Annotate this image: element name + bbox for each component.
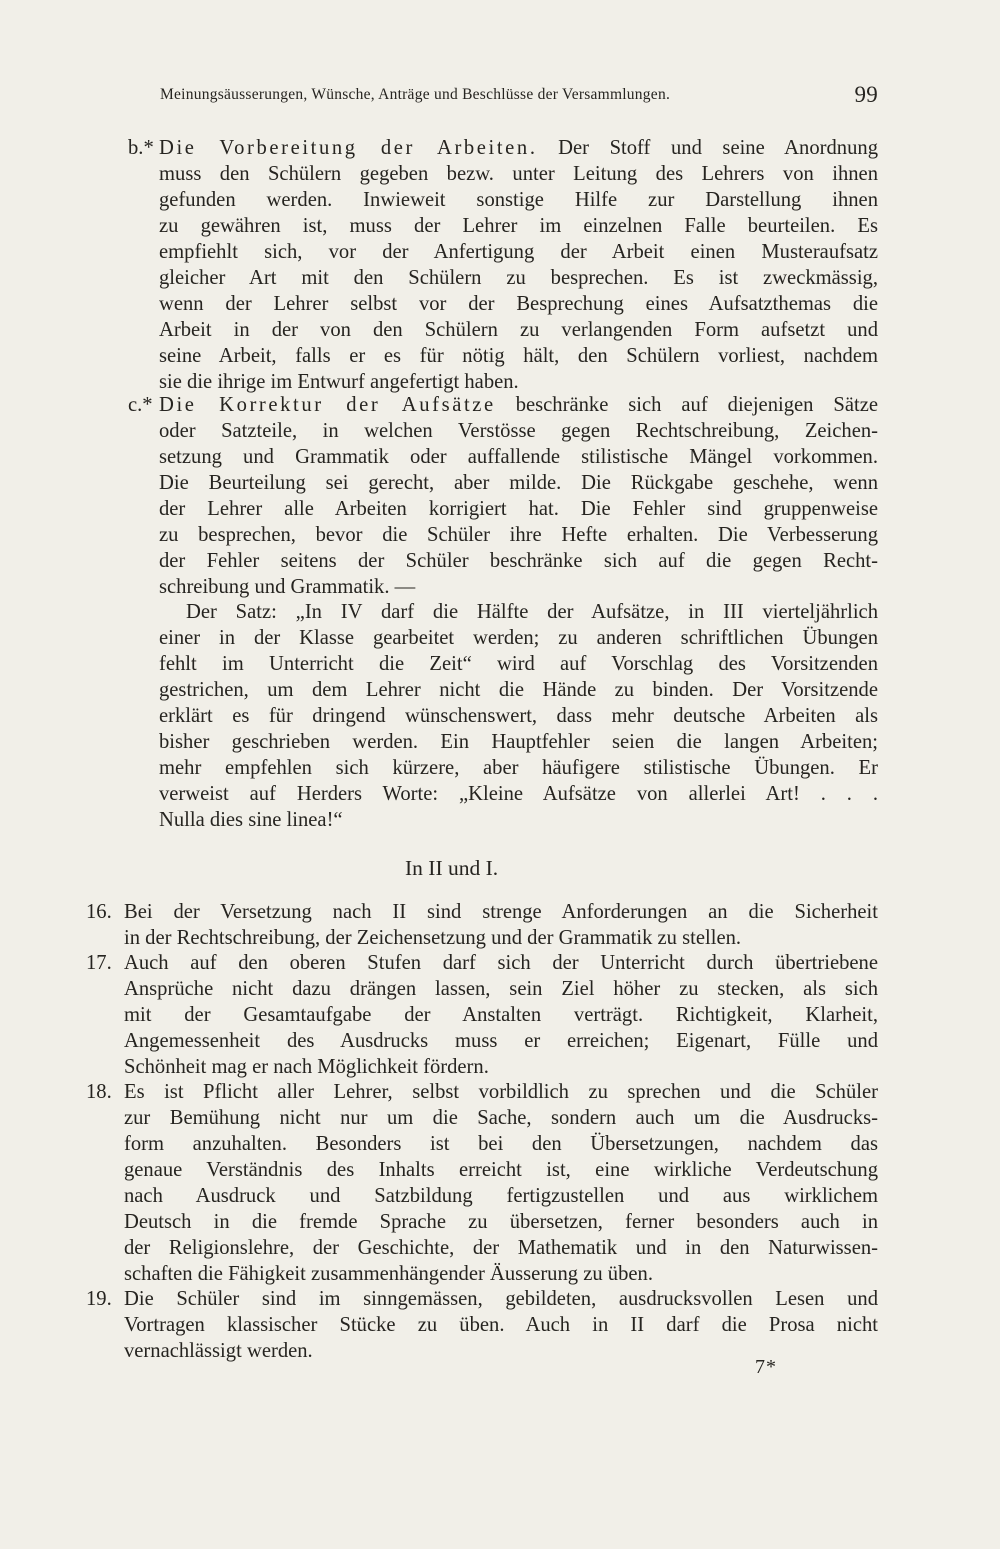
text-line: seine Arbeit, falls er es für nötig hält, den Schülern vorliest, nachdem xyxy=(159,345,878,367)
text-line: Arbeit in der von den Schülern zu verlangenden Form aufsetzt und xyxy=(159,319,878,341)
text-line: Bei der Versetzung nach II sind strenge Anforderungen an die Sicherheit xyxy=(124,901,878,923)
spaced-title: Die Vorbereitung der Arbeiten. xyxy=(159,137,538,159)
running-header xyxy=(160,82,880,116)
text-line: zu besprechen, bevor die Schüler ihre Hefte erhalten. Die Verbesserung xyxy=(159,524,878,546)
text-line: Die Schüler sind im sinngemässen, gebildeten, ausdrucksvollen Lesen und xyxy=(124,1288,878,1310)
text-line: Auch auf den oberen Stufen darf sich der Unterricht durch übertriebene xyxy=(124,952,878,974)
text-line: Die Beurteilung sei gerecht, aber milde. Die Rückgabe geschehe, wenn xyxy=(159,472,878,494)
item-label: c.* xyxy=(128,394,153,416)
text-line: empfiehlt sich, vor der Anfertigung der Arbeit einen Musteraufsatz xyxy=(159,241,878,263)
signature-mark: 7* xyxy=(755,1356,777,1378)
text-line: form anzuhalten. Besonders ist bei den Übersetzungen, nachdem das xyxy=(124,1133,878,1155)
text-line: einer in der Klasse gearbeitet werden; zu anderen schriftlichen Übungen xyxy=(159,627,878,649)
text-line: wenn der Lehrer selbst vor der Besprechung eines Aufsatzthemas die xyxy=(159,293,878,315)
item-label: b.* xyxy=(128,137,154,159)
text-line: in der Rechtschreibung, der Zeichensetzung und der Grammatik zu stellen. xyxy=(124,927,742,949)
text-line: Vortragen klassischer Stücke zu üben. Auch in II darf die Prosa nicht xyxy=(124,1314,878,1336)
item-number: 19. xyxy=(86,1288,112,1310)
text-line: zu gewähren ist, muss der Lehrer im einzelnen Falle beurteilen. Es xyxy=(159,215,878,237)
text-line: gestrichen, um dem Lehrer nicht die Hände zu binden. Der Vorsitzende xyxy=(159,679,878,701)
text-line: der Religionslehre, der Geschichte, der Mathematik und in den Naturwissen- xyxy=(124,1237,878,1259)
section-heading: In II und I. xyxy=(405,856,499,880)
text-line: gleicher Art mit den Schülern zu besprechen. Es ist zweckmässig, xyxy=(159,267,878,289)
text-line: schaften die Fähigkeit zusammenhängender Äusserung zu üben. xyxy=(124,1263,653,1285)
text-line: vernachlässigt werden. xyxy=(124,1340,313,1362)
text-line: Nulla dies sine linea!“ xyxy=(159,809,343,831)
spaced-title: Die Korrektur der Aufsätze xyxy=(159,394,496,416)
item-number: 16. xyxy=(86,901,112,923)
text-line: Deutsch in die fremde Sprache zu übersetzen, ferner besonders auch in xyxy=(124,1211,878,1233)
text-line: mit der Gesamtaufgabe der Anstalten verträgt. Richtigkeit, Klarheit, xyxy=(124,1004,878,1026)
running-title: Meinungsäusserungen, Wünsche, Anträge und Beschlüsse der Versammlungen. xyxy=(160,86,671,103)
text-line: sie die ihrige im Entwurf angefertigt haben. xyxy=(159,371,519,393)
text-line xyxy=(159,392,878,418)
text-line: mehr empfehlen sich kürzere, aber häufigere stilistische Übungen. Er xyxy=(159,757,878,779)
text-line: genaue Verständnis des Inhalts erreicht ist, eine wirkliche Verdeutschung xyxy=(124,1159,878,1181)
text-line: schreibung und Grammatik. — xyxy=(159,576,416,598)
item-number: 18. xyxy=(86,1081,112,1103)
text-line: Es ist Pflicht aller Lehrer, selbst vorbildlich zu sprechen und die Schüler xyxy=(124,1081,878,1103)
text-line: nach Ausdruck und Satzbildung fertigzustellen und aus wirklichem xyxy=(124,1185,878,1207)
text-line: Angemessenheit des Ausdrucks muss er erreichen; Eigenart, Fülle und xyxy=(124,1030,878,1052)
text-line xyxy=(159,135,878,161)
text-line: gefunden werden. Inwieweit sonstige Hilfe zur Darstellung ihnen xyxy=(159,189,878,211)
text-line: muss den Schülern gegeben bezw. unter Leitung des Lehrers von ihnen xyxy=(159,163,878,185)
text-line: erklärt es für dringend wünschenswert, dass mehr deutsche Arbeiten als xyxy=(159,705,878,727)
text-line: fehlt im Unterricht die Zeit“ wird auf Vorschlag des Vorsitzenden xyxy=(159,653,878,675)
text-line: zur Bemühung nicht nur um die Sache, sondern auch um die Ausdrucks- xyxy=(124,1107,878,1129)
page-number: 99 xyxy=(854,82,878,107)
text-line: Ansprüche nicht dazu drängen lassen, sein Ziel höher zu stecken, als sich xyxy=(124,978,878,1000)
text-line: Der Satz: „In IV darf die Hälfte der Aufsätze, in III vierteljährlich xyxy=(186,601,878,623)
text-run: Der Stoff und seine Anordnung xyxy=(537,137,878,159)
item-number: 17. xyxy=(86,952,112,974)
text-run: beschränke sich auf diejenigen Sätze xyxy=(495,394,878,416)
text-line: verweist auf Herders Worte: „Kleine Aufsätze von allerlei Art! . . . xyxy=(159,783,878,805)
text-line: bisher geschrieben werden. Ein Hauptfehler seien die langen Arbeiten; xyxy=(159,731,878,753)
text-line: der Lehrer alle Arbeiten korrigiert hat. Die Fehler sind gruppenweise xyxy=(159,498,878,520)
text-line: oder Satzteile, in welchen Verstösse gegen Rechtschreibung, Zeichen- xyxy=(159,420,878,442)
text-line: Schönheit mag er nach Möglichkeit fördern. xyxy=(124,1056,489,1078)
text-line: der Fehler seitens der Schüler beschränke sich auf die gegen Recht- xyxy=(159,550,878,572)
text-line: setzung und Grammatik oder auffallende stilistische Mängel vorkommen. xyxy=(159,446,878,468)
